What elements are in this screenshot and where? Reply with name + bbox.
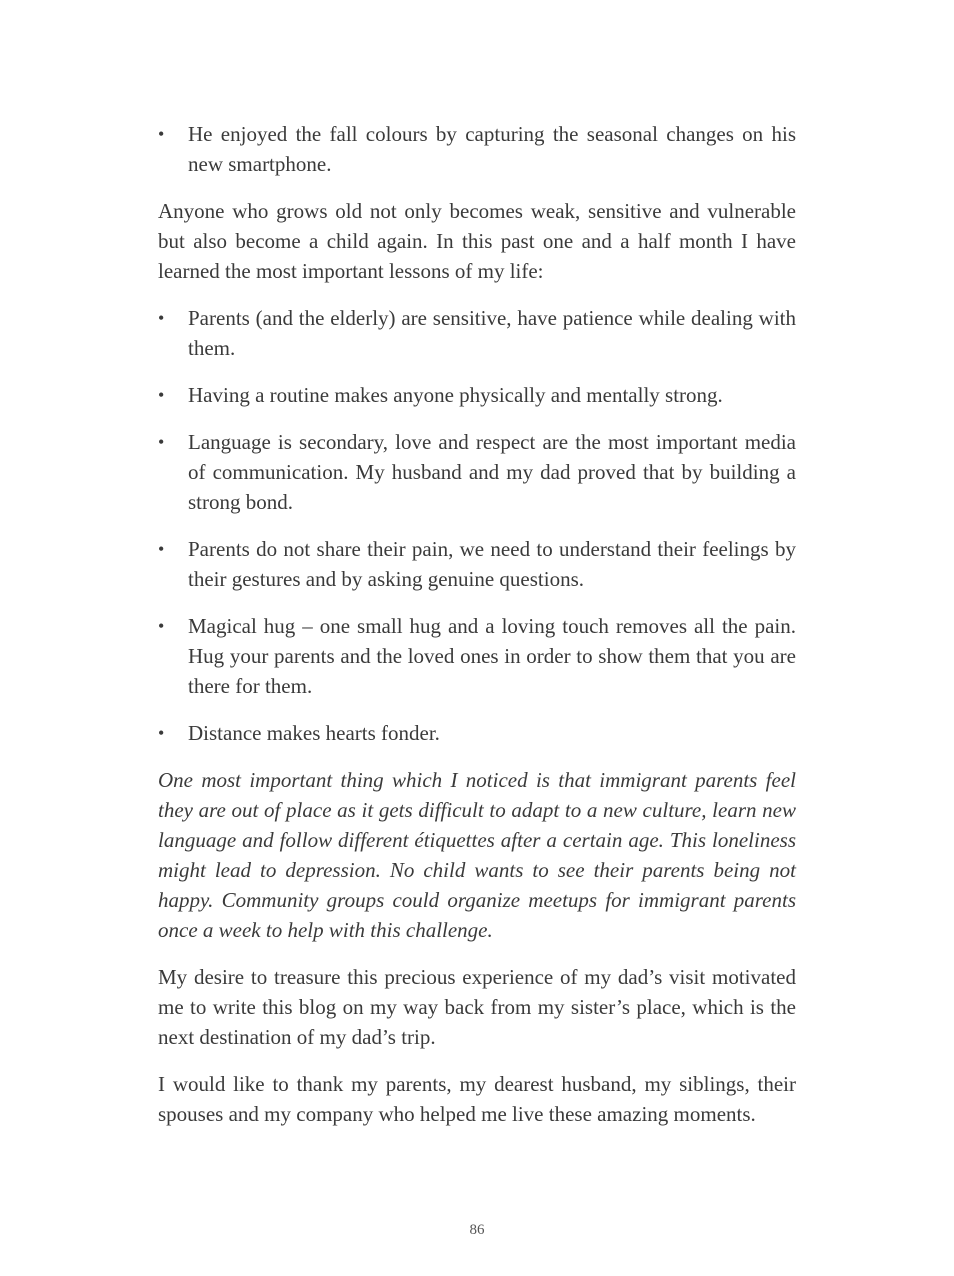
list-item (158, 380, 796, 410)
bullet-icon: • (158, 124, 165, 144)
list-item-text: Language is secondary, love and respect are the most important media of communication. My husband and my dad proved that by building a strong bond. (188, 430, 796, 514)
list-item-text: Distance makes hearts fonder. (188, 721, 440, 745)
list-item (158, 427, 796, 517)
list-item (158, 303, 796, 363)
list-item (158, 534, 796, 594)
list-item (158, 611, 796, 701)
list-item-text: Magical hug – one small hug and a loving touch removes all the pain. Hug your parents and the loved ones in order to show them that you are there for them. (188, 614, 796, 698)
list-item-text: Parents (and the elderly) are sensitive, have patience while dealing with them. (188, 306, 796, 360)
paragraph-intro: Anyone who grows old not only becomes weak, sensitive and vulnerable but also become a child again. In this past one and a half month I have learned the most important lessons of my life: (158, 199, 796, 283)
list-item-text: He enjoyed the fall colours by capturing the seasonal changes on his new smartphone. (188, 122, 796, 176)
list-item (158, 718, 796, 748)
bullet-icon: • (158, 616, 165, 636)
bullet-icon: • (158, 432, 165, 452)
bullet-icon: • (158, 723, 165, 743)
bullet-icon: • (158, 308, 165, 328)
bullet-icon: • (158, 385, 165, 405)
list-item (158, 119, 796, 179)
paragraph-desire: My desire to treasure this precious experience of my dad’s visit motivated me to write this blog on my way back from my sister’s place, which is the next destination of my dad’s trip. (158, 965, 796, 1049)
page-number: 86 (469, 1222, 485, 1238)
list-item-text: Parents do not share their pain, we need to understand their feelings by their gestures and by asking genuine questions. (188, 537, 796, 591)
paragraph-thanks: I would like to thank my parents, my dearest husband, my siblings, their spouses and my company who helped me live these amazing moments. (158, 1072, 796, 1126)
paragraph-immigrant-parents: One most important thing which I noticed is that immigrant parents feel they are out of place as it gets difficult to adapt to a new culture, learn new language and follow different étiquettes after a certain age. This loneliness might lead to depression. No child wants to see their parents being not happy. Community groups could organize meetups for immigrant parents once a week to help with this challenge. (158, 768, 796, 942)
list-item-text: Having a routine makes anyone physically and mentally strong. (188, 383, 723, 407)
bullet-icon: • (158, 539, 165, 559)
page-body (158, 119, 796, 1146)
